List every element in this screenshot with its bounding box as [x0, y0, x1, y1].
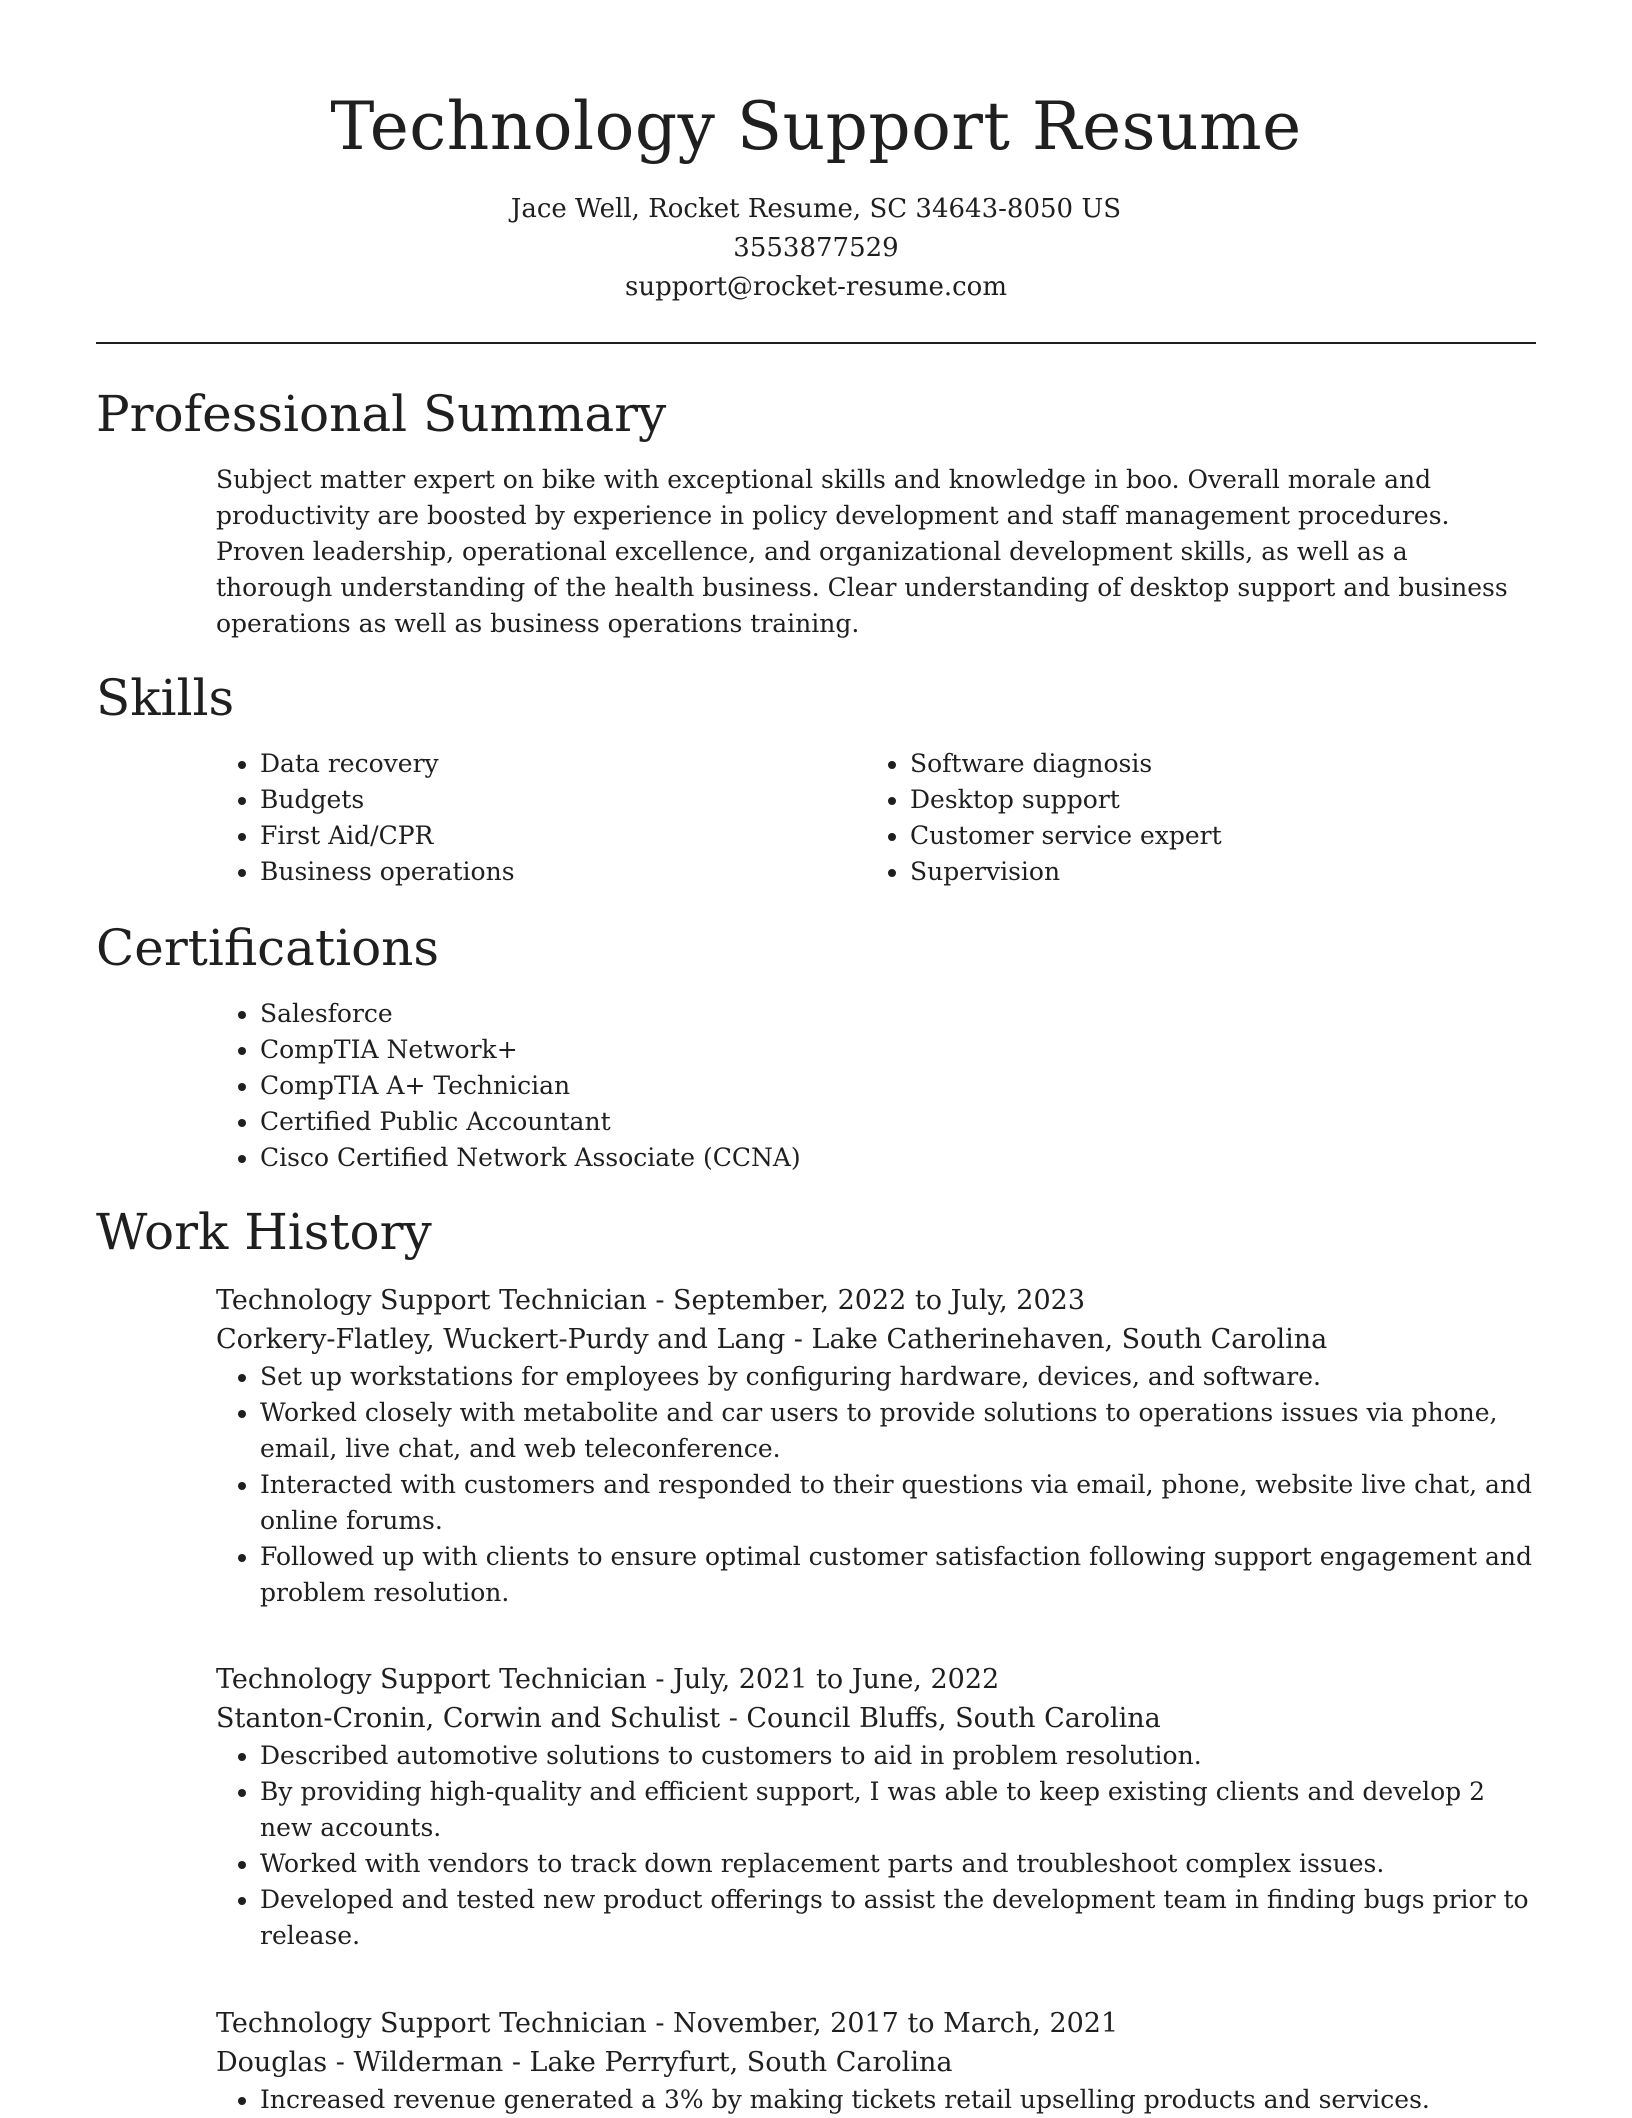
list-item: • Certified Public Accountant	[260, 1104, 1416, 1140]
list-item: • Business operations	[260, 854, 816, 890]
list-item: • Salesforce	[260, 996, 1416, 1032]
skills-heading: Skills	[96, 669, 235, 727]
list-item: • Interacted with customers and responded to their questions via email, phone, website live chat, and online forums.	[260, 1467, 1536, 1539]
skills-left-column	[216, 746, 816, 890]
certifications-list	[216, 996, 1416, 1176]
list-item: • Increased revenue generated a 3% by making tickets retail upselling products and services.	[260, 2082, 1536, 2118]
job-company-line: Corkery-Flatley, Wuckert-Purdy and Lang - Lake Catherinehaven, South Carolina	[216, 1324, 1328, 1355]
summary-text: Subject matter expert on bike with exceptional skills and knowledge in boo. Overall morale and productivity are boosted by experience in policy development and staff management procedures. Proven leadership, operational excellence, and organizational development skills, as well as a thorough understanding of the health business. Clear understanding of desktop support and business operations as well as business operations training.	[216, 465, 1508, 638]
header-divider	[96, 342, 1536, 344]
resume-header	[0, 0, 1632, 307]
list-item: • CompTIA A+ Technician	[260, 1068, 1416, 1104]
contact-address: Jace Well, Rocket Resume, SC 34643-8050 US	[510, 194, 1122, 224]
job-entry	[216, 1281, 1536, 1611]
list-item: • Worked with vendors to track down replacement parts and troubleshoot complex issues.	[260, 1846, 1536, 1882]
list-item: • Software diagnosis	[910, 746, 1466, 782]
list-item: • Supervision	[910, 854, 1466, 890]
certifications-heading: Certifications	[96, 919, 440, 977]
list-item: • CompTIA Network+	[260, 1032, 1416, 1068]
list-item: • Cisco Certified Network Associate (CCNA)	[260, 1140, 1416, 1176]
job-title-line: Technology Support Technician - November, 2017 to March, 2021	[216, 2008, 1119, 2039]
job-entry	[216, 2004, 1536, 2118]
skills-left-list	[216, 746, 816, 890]
work-history-heading: Work History	[96, 1203, 432, 1261]
skills-right-column	[866, 746, 1466, 890]
job-entry	[216, 1660, 1536, 1954]
list-item: • Budgets	[260, 782, 816, 818]
job-company-line: Stanton-Cronin, Corwin and Schulist - Council Bluffs, South Carolina	[216, 1703, 1161, 1734]
list-item: • Data recovery	[260, 746, 816, 782]
job-company-line: Douglas - Wilderman - Lake Perryfurt, South Carolina	[216, 2047, 953, 2078]
certifications-list-wrap	[216, 996, 1416, 1176]
list-item: • Worked closely with metabolite and car users to provide solutions to operations issues via phone, email, live chat, and web teleconference.	[260, 1395, 1536, 1467]
job-title-line: Technology Support Technician - July, 2021 to June, 2022	[216, 1664, 1000, 1695]
job-title-line: Technology Support Technician - September, 2022 to July, 2023	[216, 1285, 1085, 1316]
summary-heading: Professional Summary	[96, 385, 667, 443]
list-item: • Customer service expert	[910, 818, 1466, 854]
contact-block	[0, 190, 1632, 307]
list-item: • Followed up with clients to ensure optimal customer satisfaction following support engagement and problem resolution.	[260, 1539, 1536, 1611]
list-item: • First Aid/CPR	[260, 818, 816, 854]
job-bullets	[216, 2082, 1536, 2118]
list-item: • Described automotive solutions to customers to aid in problem resolution.	[260, 1738, 1536, 1774]
contact-email: support@rocket-resume.com	[624, 272, 1007, 302]
list-item: • Set up workstations for employees by configuring hardware, devices, and software.	[260, 1359, 1536, 1395]
resume-title: Technology Support Resume	[330, 88, 1302, 165]
skills-right-list	[866, 746, 1466, 890]
contact-phone: 3553877529	[733, 233, 899, 263]
list-item: • Developed and tested new product offerings to assist the development team in finding bugs prior to release.	[260, 1882, 1536, 1954]
list-item: • Desktop support	[910, 782, 1466, 818]
job-bullets	[216, 1359, 1536, 1611]
job-bullets	[216, 1738, 1536, 1954]
list-item: • By providing high-quality and efficient support, I was able to keep existing clients and develop 2 new accounts.	[260, 1774, 1536, 1846]
